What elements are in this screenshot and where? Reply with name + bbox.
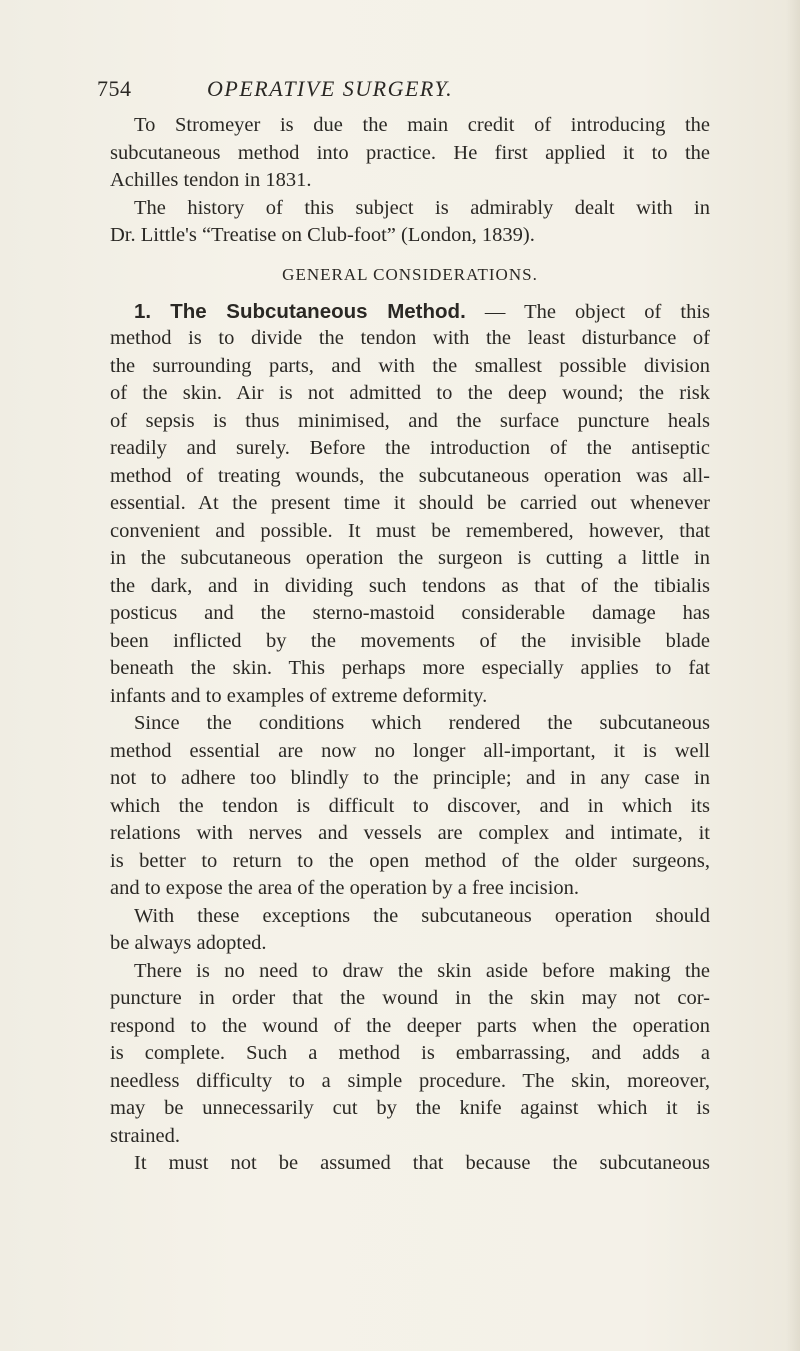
text-line: the dark, and in dividing such tendons as that of the tibialis: [110, 574, 710, 597]
text-line: Since the conditions which rendered the subcutaneous: [134, 712, 710, 734]
text-line: which the tendon is difficult to discover, and in which its: [110, 794, 710, 817]
text-line: may be unnecessarily cut by the knife against which it is: [110, 1097, 710, 1119]
text-line: respond to the wound of the deeper parts when the operation: [110, 1014, 710, 1037]
text-line: Achilles tendon in 1831.: [110, 169, 312, 191]
text-line: be always adopted.: [110, 932, 267, 954]
text-line: Dr. Little's “Treatise on Club-foot” (London, 1839).: [110, 224, 535, 246]
text-line: is better to return to the open method of the older surgeons,: [110, 849, 710, 872]
page-edge-shadow: [786, 0, 800, 1351]
text-line: method essential are now no longer all-important, it is well: [110, 739, 710, 762]
text-line: method is to divide the tendon with the least disturbance of: [110, 327, 710, 349]
text-line: needless difficulty to a simple procedure. The skin, moreover,: [110, 1069, 710, 1092]
text-line: in the subcutaneous operation the surgeon is cutting a little in: [110, 547, 710, 569]
page-number: 754: [97, 76, 132, 101]
text-line: convenient and possible. It must be remembered, however, that: [110, 519, 710, 542]
text-line: not to adhere too blindly to the principle; and in any case in: [110, 767, 710, 789]
text-line: It must not be assumed that because the subcutaneous: [134, 1152, 710, 1174]
section-first-line: [110, 298, 710, 326]
section-first-line-text: — The object of this: [484, 300, 711, 323]
text-line: essential. At the present time it should be carried out whenever: [110, 492, 710, 514]
text-line: and to expose the area of the operation by a free incision.: [110, 877, 580, 899]
text-line: The history of this subject is admirably dealt with in: [134, 196, 710, 219]
text-line: beneath the skin. This perhaps more especially applies to fat: [110, 657, 710, 679]
text-line: To Stromeyer is due the main credit of introducing the: [134, 114, 710, 136]
running-head: [97, 76, 597, 106]
text-line: of the skin. Air is not admitted to the deep wound; the risk: [110, 382, 710, 404]
text-line: is complete. Such a method is embarrassing, and adds a: [110, 1042, 710, 1064]
text-line: With these exceptions the subcutaneous operation should: [134, 904, 710, 927]
text-line: There is no need to draw the skin aside before making the: [134, 959, 710, 982]
text-line: strained.: [110, 1124, 181, 1147]
text-line: been inflicted by the movements of the invisible blade: [110, 629, 710, 652]
running-head-title: OPERATIVE SURGERY.: [207, 76, 454, 101]
text-line: readily and surely. Before the introduction of the antiseptic: [110, 437, 710, 459]
text-line: of sepsis is thus minimised, and the surface puncture heals: [110, 409, 710, 432]
text-line: subcutaneous method into practice. He first applied it to the: [110, 141, 710, 164]
section-number: 1.: [134, 299, 152, 323]
text-line: puncture in order that the wound in the skin may not cor-: [110, 987, 710, 1009]
text-line: method of treating wounds, the subcutaneous operation was all-: [110, 464, 710, 487]
text-line: posticus and the sterno-mastoid considerable damage has: [110, 602, 710, 624]
section-heading-general: GENERAL CONSIDERATIONS.: [282, 264, 538, 284]
text-line: infants and to examples of extreme deformity.: [110, 684, 488, 707]
section-title: The Subcutaneous Method.: [170, 299, 466, 323]
text-line: relations with nerves and vessels are complex and intimate, it: [110, 822, 710, 844]
text-block: [110, 112, 710, 1178]
text-line: the surrounding parts, and with the smallest possible division: [110, 354, 710, 377]
